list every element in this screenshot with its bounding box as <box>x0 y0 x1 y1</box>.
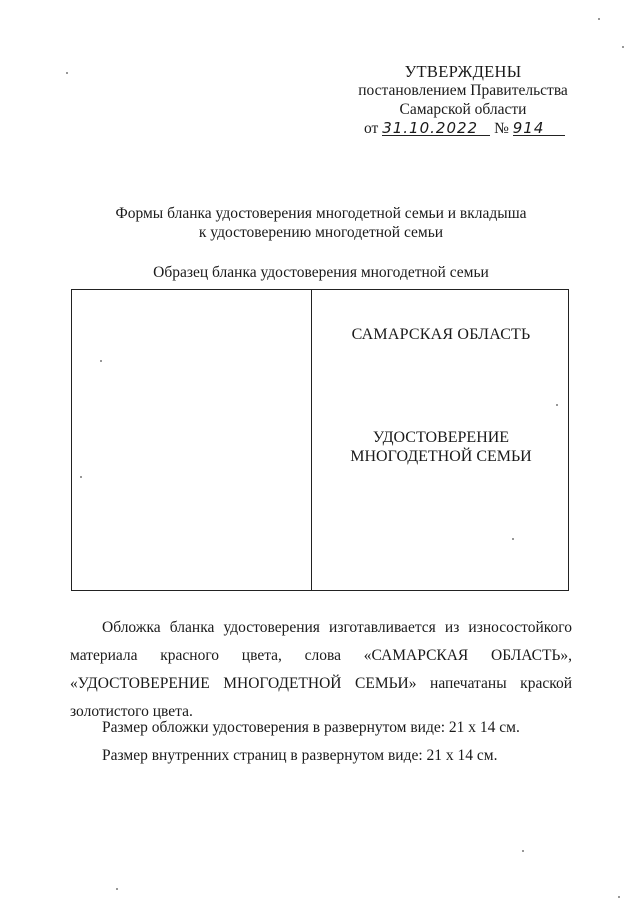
paragraph-pages-size: Размер внутренних страниц в развернутом виде: 21 х 14 см. <box>102 747 498 764</box>
paragraph-cover-size: Размер обложки удостоверения в развернутом виде: 21 х 14 см. <box>102 719 520 736</box>
heading-line-1: Формы бланка удостоверения многодетной семьи и вкладыша <box>115 205 527 222</box>
handwritten-date: 31.10.2022 <box>382 121 490 136</box>
scan-speck <box>598 18 600 20</box>
number-sign: № <box>494 120 509 137</box>
approval-line-2: Самарской области <box>399 101 527 118</box>
form-certificate-title <box>312 428 570 466</box>
scan-speck <box>116 888 118 890</box>
approval-block <box>300 62 626 138</box>
paragraph-cover-material: Обложка бланка удостоверения изготавливается из износостойкого материала красного цвета, слова «САМАРСКАЯ ОБЛАСТЬ», «УДОСТОВЕРЕНИЕ МНОГОДЕТНОЙ СЕМЬИ» напечатаны краской золотистого цвета. <box>70 619 572 720</box>
scan-speck <box>556 404 558 406</box>
scan-speck <box>100 360 102 362</box>
scan-speck <box>522 850 524 852</box>
sample-subheading: Образец бланка удостоверения многодетной семьи <box>153 264 489 281</box>
scan-speck <box>512 538 514 540</box>
date-prefix: от <box>364 120 379 137</box>
scan-speck <box>80 476 82 478</box>
approval-title: УТВЕРЖДЕНЫ <box>404 62 522 81</box>
handwritten-number: 914 <box>513 121 565 136</box>
certificate-title-line-2: МНОГОДЕТНОЙ СЕМЬИ <box>350 448 532 465</box>
scan-speck <box>622 46 624 48</box>
form-region-title: САМАРСКАЯ ОБЛАСТЬ <box>351 326 531 343</box>
approval-line-1: постановлением Правительства <box>358 82 568 99</box>
approval-date-line <box>300 119 626 138</box>
scan-speck <box>618 896 620 898</box>
scan-speck <box>66 72 68 74</box>
document-heading <box>60 204 582 242</box>
certificate-title-line-1: УДОСТОВЕРЕНИЕ <box>372 429 510 446</box>
heading-line-2: к удостоверению многодетной семьи <box>198 224 444 241</box>
certificate-form-sample <box>71 289 569 591</box>
